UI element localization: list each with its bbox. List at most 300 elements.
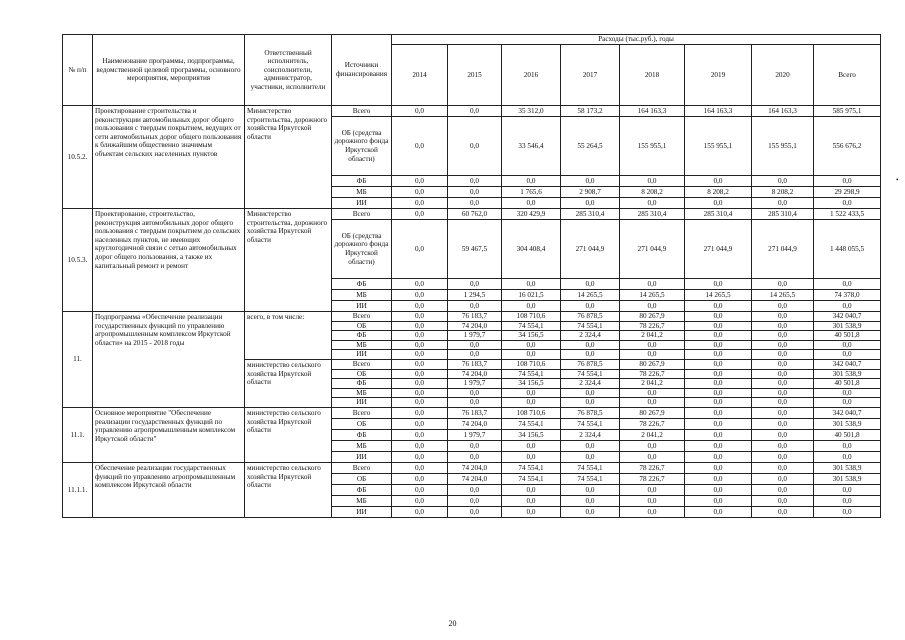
cell-value: 155 955,1 — [752, 117, 814, 176]
cell-value: 0,0 — [685, 321, 752, 331]
cell-total: 301 538,9 — [814, 321, 881, 331]
cell-value: 1 979,7 — [448, 379, 502, 389]
cell-total: 0,0 — [814, 279, 881, 290]
cell-value: 155 955,1 — [685, 117, 752, 176]
row-source: МБ — [332, 340, 392, 350]
budget-table-sheet — [62, 34, 880, 518]
cell-value: 0,0 — [392, 340, 448, 350]
cell-value: 0,0 — [561, 350, 620, 360]
cell-value: 1 294,5 — [448, 290, 502, 301]
row-code: 10.5.2. — [63, 106, 93, 209]
cell-value: 0,0 — [561, 279, 620, 290]
cell-value: 164 163,3 — [620, 106, 685, 117]
cell-value: 0,0 — [620, 398, 685, 408]
row-source: Всего — [332, 407, 392, 418]
cell-value: 0,0 — [752, 398, 814, 408]
row-code: 10.5.3. — [63, 209, 93, 312]
cell-value: 2 324,4 — [561, 331, 620, 341]
cell-value: 0,0 — [685, 198, 752, 209]
cell-value: 0,0 — [502, 506, 561, 517]
row-source: МБ — [332, 290, 392, 301]
cell-value: 1 979,7 — [448, 331, 502, 341]
cell-value: 0,0 — [685, 506, 752, 517]
cell-value: 0,0 — [448, 398, 502, 408]
row-name: Подпрограмма «Обеспечение реализации государственных функций по управлению агропромышленным комплексом Иркутской области» на 2015 - 2018 годы — [93, 312, 245, 408]
cell-total: 342 040,7 — [814, 312, 881, 322]
row-code: 11.1.1. — [63, 462, 93, 517]
cell-value: 320 429,9 — [502, 209, 561, 220]
cell-value: 35 312,0 — [502, 106, 561, 117]
cell-value: 0,0 — [685, 312, 752, 322]
cell-value: 0,0 — [392, 451, 448, 462]
row-responsible: всего, в том числе: — [245, 312, 332, 360]
header-year: 2020 — [752, 45, 814, 106]
cell-value: 74 554,1 — [502, 473, 561, 484]
cell-value: 0,0 — [752, 418, 814, 429]
cell-value: 78 226,7 — [620, 418, 685, 429]
cell-value: 271 044,9 — [685, 220, 752, 279]
table-row — [63, 106, 881, 117]
cell-value: 0,0 — [620, 506, 685, 517]
row-source: ИИ — [332, 198, 392, 209]
cell-value: 0,0 — [392, 321, 448, 331]
cell-value: 76 878,5 — [561, 407, 620, 418]
cell-value: 78 226,7 — [620, 369, 685, 379]
cell-value: 0,0 — [685, 388, 752, 398]
row-source: ОБ — [332, 418, 392, 429]
cell-value: 0,0 — [685, 418, 752, 429]
cell-value: 0,0 — [620, 484, 685, 495]
cell-value: 0,0 — [752, 440, 814, 451]
row-source: ОБ — [332, 321, 392, 331]
cell-value: 58 173,2 — [561, 106, 620, 117]
cell-value: 0,0 — [561, 484, 620, 495]
cell-value: 74 554,1 — [561, 321, 620, 331]
cell-value: 0,0 — [561, 495, 620, 506]
cell-value: 0,0 — [620, 340, 685, 350]
cell-total: 1 522 433,5 — [814, 209, 881, 220]
cell-value: 0,0 — [685, 301, 752, 312]
cell-value: 0,0 — [752, 331, 814, 341]
table-row — [63, 312, 881, 322]
cell-value: 34 156,5 — [502, 429, 561, 440]
cell-value: 0,0 — [448, 440, 502, 451]
row-source: ИИ — [332, 350, 392, 360]
cell-value: 0,0 — [752, 279, 814, 290]
cell-total: 342 040,7 — [814, 407, 881, 418]
cell-value: 0,0 — [448, 176, 502, 187]
cell-value: 285 310,4 — [752, 209, 814, 220]
row-source: Всего — [332, 209, 392, 220]
cell-value: 0,0 — [752, 462, 814, 473]
cell-value: 0,0 — [752, 301, 814, 312]
cell-value: 0,0 — [502, 198, 561, 209]
cell-value: 0,0 — [752, 321, 814, 331]
row-source: Всего — [332, 359, 392, 369]
row-source: ФБ — [332, 331, 392, 341]
cell-value: 14 265,5 — [752, 290, 814, 301]
row-responsible: министерство сельского хозяйства Иркутской области — [245, 462, 332, 517]
cell-value: 0,0 — [502, 350, 561, 360]
cell-value: 74 554,1 — [502, 369, 561, 379]
cell-value: 0,0 — [392, 418, 448, 429]
cell-value: 0,0 — [502, 388, 561, 398]
cell-value: 0,0 — [561, 198, 620, 209]
row-responsible: министерство сельского хозяйства Иркутской области — [245, 407, 332, 462]
cell-value: 74 554,1 — [502, 418, 561, 429]
cell-value: 74 554,1 — [502, 321, 561, 331]
cell-value: 80 267,9 — [620, 312, 685, 322]
cell-value: 0,0 — [392, 407, 448, 418]
cell-value: 0,0 — [685, 331, 752, 341]
cell-value: 0,0 — [448, 350, 502, 360]
cell-total: 0,0 — [814, 506, 881, 517]
row-source: МБ — [332, 495, 392, 506]
table-row — [63, 209, 881, 220]
cell-value: 0,0 — [392, 350, 448, 360]
cell-total: 301 538,9 — [814, 369, 881, 379]
cell-value: 0,0 — [620, 198, 685, 209]
cell-value: 0,0 — [561, 176, 620, 187]
edge-mark: • — [896, 176, 899, 184]
cell-value: 285 310,4 — [620, 209, 685, 220]
cell-value: 0,0 — [392, 117, 448, 176]
cell-value: 34 156,5 — [502, 379, 561, 389]
cell-value: 8 208,2 — [685, 187, 752, 198]
cell-value: 271 044,9 — [561, 220, 620, 279]
cell-value: 0,0 — [561, 301, 620, 312]
row-source: ФБ — [332, 379, 392, 389]
cell-value: 0,0 — [685, 440, 752, 451]
row-source: ФБ — [332, 176, 392, 187]
row-source: ИИ — [332, 301, 392, 312]
cell-value: 0,0 — [392, 440, 448, 451]
cell-value: 304 408,4 — [502, 220, 561, 279]
cell-value: 0,0 — [752, 340, 814, 350]
header-responsible: Ответственный исполнитель, соисполнители, администратор, участники, исполнители — [245, 35, 332, 106]
cell-value: 0,0 — [392, 462, 448, 473]
cell-value: 0,0 — [561, 451, 620, 462]
cell-value: 55 264,5 — [561, 117, 620, 176]
cell-total: 301 538,9 — [814, 418, 881, 429]
cell-value: 76 183,7 — [448, 359, 502, 369]
cell-value: 0,0 — [752, 429, 814, 440]
cell-value: 0,0 — [392, 279, 448, 290]
cell-value: 0,0 — [685, 473, 752, 484]
cell-value: 8 208,2 — [620, 187, 685, 198]
cell-value: 0,0 — [392, 473, 448, 484]
row-source: МБ — [332, 187, 392, 198]
cell-value: 14 265,5 — [685, 290, 752, 301]
cell-total: 0,0 — [814, 495, 881, 506]
cell-value: 0,0 — [752, 473, 814, 484]
cell-value: 76 183,7 — [448, 407, 502, 418]
cell-value: 108 710,6 — [502, 359, 561, 369]
cell-value: 0,0 — [392, 484, 448, 495]
cell-value: 76 183,7 — [448, 312, 502, 322]
cell-value: 74 554,1 — [561, 418, 620, 429]
cell-value: 74 204,0 — [448, 418, 502, 429]
cell-value: 1 979,7 — [448, 429, 502, 440]
table-row — [63, 462, 881, 473]
header-total: Всего — [814, 45, 881, 106]
cell-value: 0,0 — [685, 379, 752, 389]
row-source: ИИ — [332, 451, 392, 462]
cell-value: 0,0 — [448, 340, 502, 350]
cell-value: 0,0 — [752, 484, 814, 495]
cell-value: 0,0 — [502, 495, 561, 506]
row-source: ОБ (средства дорожного фонда Иркутской области) — [332, 220, 392, 279]
cell-value: 0,0 — [685, 495, 752, 506]
cell-value: 0,0 — [502, 484, 561, 495]
cell-value: 0,0 — [752, 312, 814, 322]
cell-value: 0,0 — [561, 398, 620, 408]
cell-value: 0,0 — [685, 407, 752, 418]
cell-value: 0,0 — [685, 279, 752, 290]
cell-value: 0,0 — [392, 301, 448, 312]
cell-value: 271 044,9 — [620, 220, 685, 279]
cell-value: 76 878,5 — [561, 359, 620, 369]
cell-total: 40 501,8 — [814, 429, 881, 440]
cell-value: 0,0 — [392, 198, 448, 209]
cell-total: 585 975,1 — [814, 106, 881, 117]
cell-value: 2 041,2 — [620, 379, 685, 389]
row-code: 11.1. — [63, 407, 93, 462]
cell-value: 0,0 — [561, 340, 620, 350]
row-responsible: Министерство строительства, дорожного хозяйства Иркутской области — [245, 209, 332, 312]
cell-value: 0,0 — [752, 369, 814, 379]
cell-value: 34 156,5 — [502, 331, 561, 341]
cell-value: 0,0 — [392, 495, 448, 506]
cell-value: 0,0 — [448, 106, 502, 117]
cell-value: 8 208,2 — [752, 187, 814, 198]
cell-total: 0,0 — [814, 398, 881, 408]
cell-total: 40 501,8 — [814, 379, 881, 389]
cell-value: 0,0 — [448, 484, 502, 495]
cell-value: 2 908,7 — [561, 187, 620, 198]
cell-value: 0,0 — [685, 451, 752, 462]
header-year: 2017 — [561, 45, 620, 106]
cell-value: 0,0 — [620, 176, 685, 187]
cell-value: 0,0 — [448, 451, 502, 462]
cell-total: 40 501,8 — [814, 331, 881, 341]
cell-total: 0,0 — [814, 388, 881, 398]
cell-value: 0,0 — [752, 388, 814, 398]
cell-total: 0,0 — [814, 340, 881, 350]
row-source: Всего — [332, 312, 392, 322]
cell-value: 0,0 — [392, 331, 448, 341]
cell-value: 2 324,4 — [561, 429, 620, 440]
row-responsible: Министерство строительства, дорожного хозяйства Иркутской области — [245, 106, 332, 209]
cell-total: 1 448 055,5 — [814, 220, 881, 279]
cell-value: 155 955,1 — [620, 117, 685, 176]
cell-value: 0,0 — [448, 495, 502, 506]
cell-value: 0,0 — [752, 379, 814, 389]
cell-value: 0,0 — [448, 198, 502, 209]
cell-value: 0,0 — [502, 176, 561, 187]
table-header — [63, 35, 881, 106]
row-code: 11. — [63, 312, 93, 408]
cell-value: 0,0 — [502, 440, 561, 451]
header-year: 2015 — [448, 45, 502, 106]
cell-value: 0,0 — [392, 388, 448, 398]
cell-value: 74 554,1 — [561, 369, 620, 379]
cell-value: 74 204,0 — [448, 462, 502, 473]
cell-value: 2 041,2 — [620, 331, 685, 341]
header-year: 2014 — [392, 45, 448, 106]
cell-value: 0,0 — [502, 279, 561, 290]
cell-value: 0,0 — [448, 187, 502, 198]
row-source: ОБ (средства дорожного фонда Иркутской области) — [332, 117, 392, 176]
cell-value: 60 762,0 — [448, 209, 502, 220]
cell-value: 0,0 — [502, 451, 561, 462]
cell-value: 285 310,4 — [685, 209, 752, 220]
table-body — [63, 106, 881, 518]
row-source: Всего — [332, 106, 392, 117]
cell-value: 0,0 — [561, 506, 620, 517]
cell-value: 164 163,3 — [685, 106, 752, 117]
cell-value: 0,0 — [502, 340, 561, 350]
cell-value: 0,0 — [752, 495, 814, 506]
cell-value: 0,0 — [561, 388, 620, 398]
row-name: Обеспечение реализации государственных функций по управлению агропромышленным комплексом Иркутской области — [93, 462, 245, 517]
cell-total: 342 040,7 — [814, 359, 881, 369]
row-source: ФБ — [332, 484, 392, 495]
cell-value: 1 765,6 — [502, 187, 561, 198]
cell-value: 74 554,1 — [561, 473, 620, 484]
cell-value: 0,0 — [392, 220, 448, 279]
cell-value: 16 021,5 — [502, 290, 561, 301]
cell-total: 0,0 — [814, 451, 881, 462]
cell-value: 0,0 — [685, 350, 752, 360]
cell-value: 164 163,3 — [752, 106, 814, 117]
cell-value: 0,0 — [392, 290, 448, 301]
cell-value: 74 554,1 — [561, 462, 620, 473]
cell-total: 301 538,9 — [814, 462, 881, 473]
cell-value: 0,0 — [620, 301, 685, 312]
cell-value: 0,0 — [392, 369, 448, 379]
row-source: ОБ — [332, 473, 392, 484]
row-source: ИИ — [332, 506, 392, 517]
cell-value: 0,0 — [685, 398, 752, 408]
cell-value: 0,0 — [448, 117, 502, 176]
cell-value: 0,0 — [392, 379, 448, 389]
cell-value: 2 041,2 — [620, 429, 685, 440]
cell-value: 0,0 — [620, 279, 685, 290]
cell-value: 0,0 — [685, 359, 752, 369]
cell-value: 80 267,9 — [620, 359, 685, 369]
header-year: 2018 — [620, 45, 685, 106]
row-name: Проектирование строительства и реконструкции автомобильных дорог общего пользования с твердым покрытием, ведущих от сети автомобильных дорог общего пользования к ближайшим общественно значимым объектам сельских населенных пунктов — [93, 106, 245, 209]
row-source: ОБ — [332, 369, 392, 379]
cell-value: 0,0 — [752, 506, 814, 517]
cell-value: 108 710,6 — [502, 312, 561, 322]
cell-value: 76 878,5 — [561, 312, 620, 322]
cell-value: 0,0 — [752, 407, 814, 418]
cell-value: 0,0 — [502, 398, 561, 408]
cell-value: 0,0 — [752, 350, 814, 360]
header-num: № п/п — [63, 35, 93, 106]
row-responsible: министерство сельского хозяйства Иркутской области — [245, 359, 332, 407]
row-name: Проектирование, строительство, реконструкция автомобильных дорог общего пользования с твердым покрытием до сельских населенных пунктов, не имеющих круглогодичной связи с сетью автомобильных дорог общего пользования, а также их капитальный ремонт и ремонт — [93, 209, 245, 312]
cell-value: 108 710,6 — [502, 407, 561, 418]
header-year: 2019 — [685, 45, 752, 106]
cell-value: 0,0 — [392, 209, 448, 220]
cell-value: 0,0 — [448, 301, 502, 312]
cell-value: 0,0 — [448, 506, 502, 517]
cell-total: 556 676,2 — [814, 117, 881, 176]
cell-total: 301 538,9 — [814, 473, 881, 484]
cell-value: 0,0 — [392, 506, 448, 517]
row-source: МБ — [332, 388, 392, 398]
cell-value: 0,0 — [685, 462, 752, 473]
cell-value: 59 467,5 — [448, 220, 502, 279]
row-source: МБ — [332, 440, 392, 451]
cell-value: 78 226,7 — [620, 473, 685, 484]
cell-value: 285 310,4 — [561, 209, 620, 220]
cell-value: 0,0 — [620, 388, 685, 398]
cell-total: 0,0 — [814, 176, 881, 187]
cell-value: 0,0 — [752, 198, 814, 209]
cell-value: 0,0 — [685, 369, 752, 379]
cell-value: 33 546,4 — [502, 117, 561, 176]
cell-value: 74 204,0 — [448, 473, 502, 484]
cell-value: 0,0 — [620, 440, 685, 451]
cell-value: 0,0 — [392, 187, 448, 198]
cell-value: 0,0 — [685, 484, 752, 495]
cell-value: 0,0 — [620, 350, 685, 360]
cell-value: 0,0 — [502, 301, 561, 312]
header-year: 2016 — [502, 45, 561, 106]
cell-value: 14 265,5 — [561, 290, 620, 301]
cell-value: 2 324,4 — [561, 379, 620, 389]
cell-value: 0,0 — [620, 451, 685, 462]
row-name: Основное мероприятие "Обеспечение реализации государственных функций по управлению агропромышленным комплексом Иркутской области" — [93, 407, 245, 462]
budget-table — [62, 34, 881, 518]
cell-value: 14 265,5 — [620, 290, 685, 301]
row-source: ФБ — [332, 279, 392, 290]
header-name: Наименование программы, подпрограммы, ведомственной целевой программы, основного мероприятия, мероприятия — [93, 35, 245, 106]
cell-total: 0,0 — [814, 301, 881, 312]
row-source: ИИ — [332, 398, 392, 408]
cell-value: 74 204,0 — [448, 369, 502, 379]
cell-value: 271 044,9 — [752, 220, 814, 279]
page-number: 20 — [448, 619, 457, 628]
cell-value: 74 204,0 — [448, 321, 502, 331]
cell-value: 78 226,7 — [620, 321, 685, 331]
cell-value: 0,0 — [752, 359, 814, 369]
cell-value: 0,0 — [448, 388, 502, 398]
cell-total: 0,0 — [814, 350, 881, 360]
header-source: Источники финансирования — [332, 35, 392, 106]
cell-value: 0,0 — [448, 279, 502, 290]
cell-value: 0,0 — [392, 359, 448, 369]
cell-value: 0,0 — [752, 451, 814, 462]
cell-value: 0,0 — [392, 106, 448, 117]
header-costs: Расходы (тыс.руб.), годы — [392, 35, 881, 45]
cell-value: 0,0 — [685, 176, 752, 187]
cell-value: 0,0 — [392, 312, 448, 322]
cell-value: 80 267,9 — [620, 407, 685, 418]
cell-value: 0,0 — [620, 495, 685, 506]
cell-total: 29 298,9 — [814, 187, 881, 198]
cell-value: 74 554,1 — [502, 462, 561, 473]
cell-value: 0,0 — [685, 429, 752, 440]
row-source: ФБ — [332, 429, 392, 440]
cell-value: 0,0 — [685, 340, 752, 350]
cell-value: 0,0 — [392, 398, 448, 408]
cell-total: 0,0 — [814, 198, 881, 209]
